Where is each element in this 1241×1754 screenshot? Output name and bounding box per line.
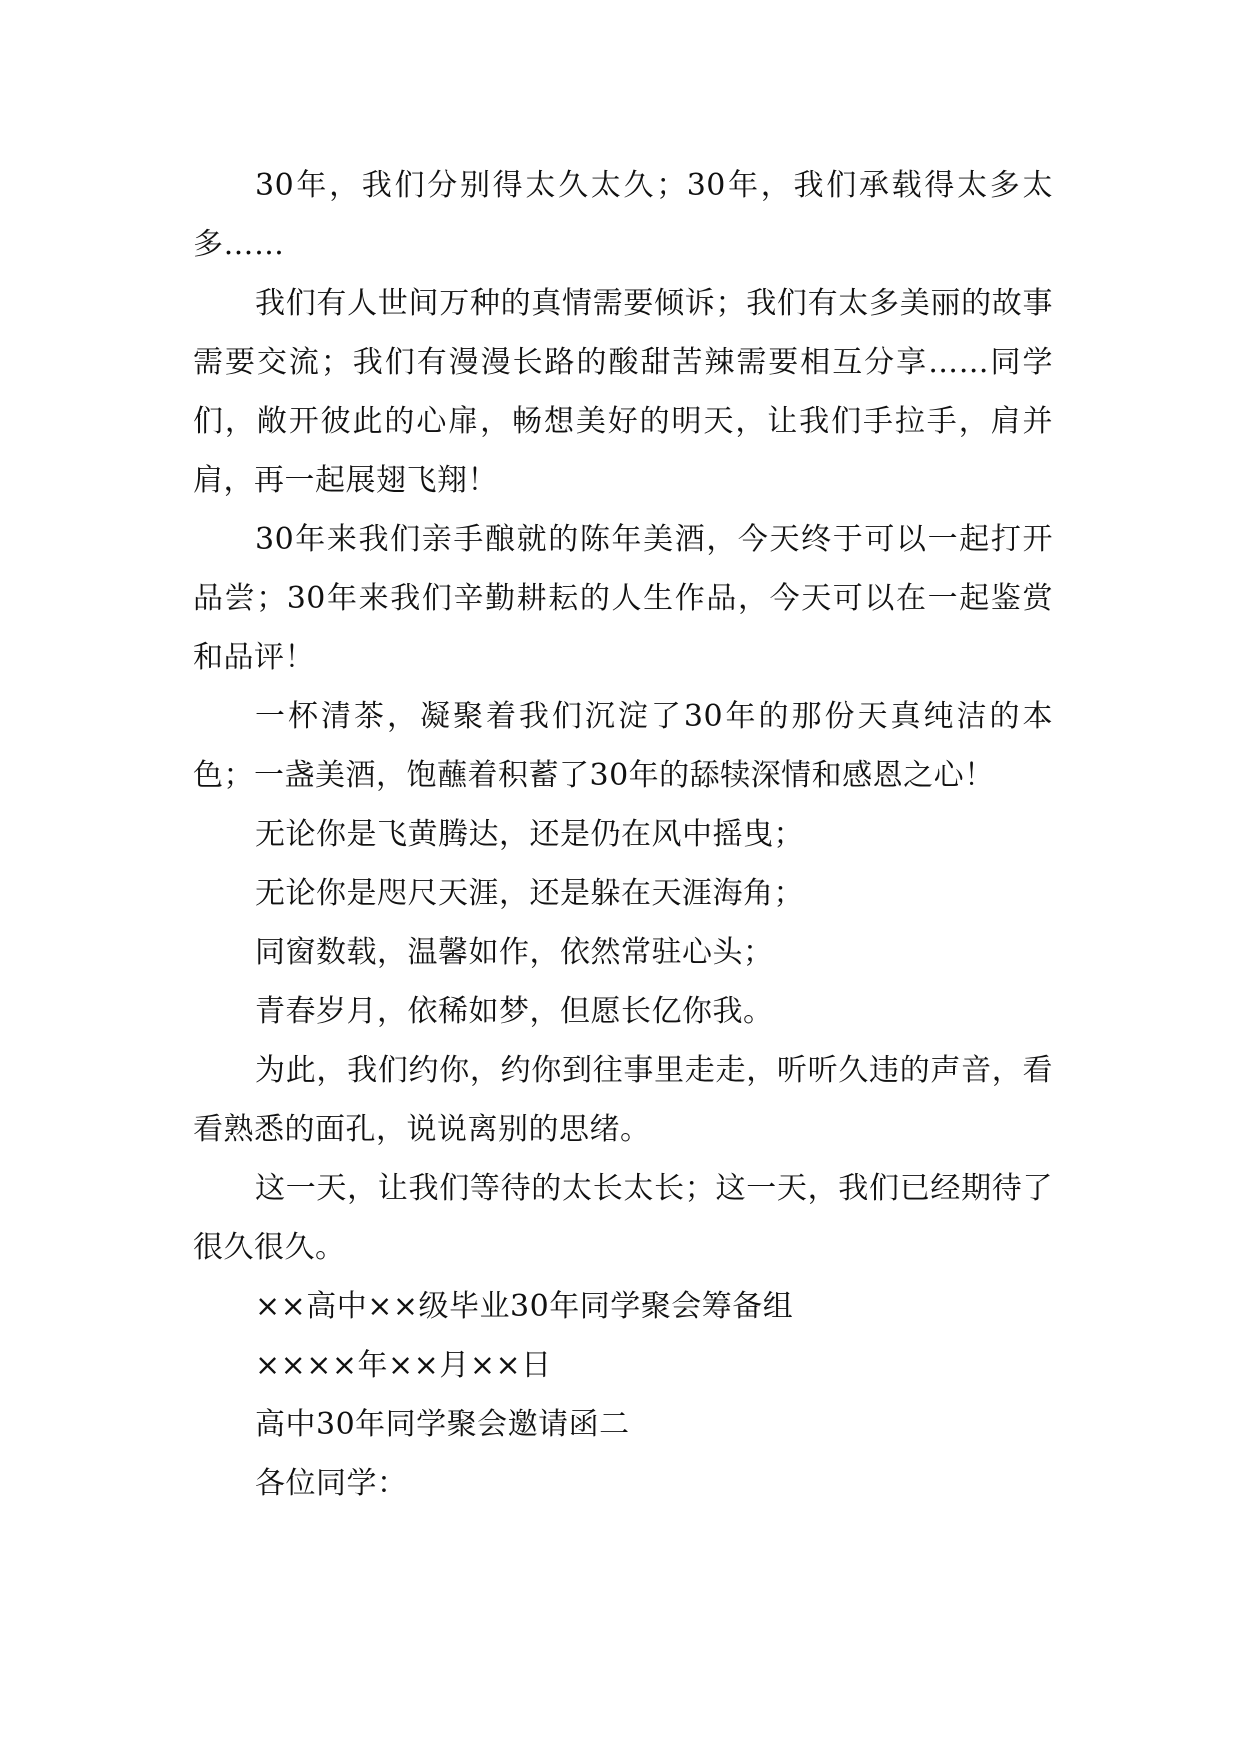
salutation: 各位同学： — [255, 1466, 408, 1501]
verse-line-2: 无论你是咫尺天涯，还是躲在天涯海角； — [255, 876, 804, 911]
paragraph-wine: 30年来我们亲手酿就的陈年美酒，今天终于可以一起打开品尝；30年来我们辛勤耕耘的人生作品，今天可以在一起鉴赏和品评！ — [193, 522, 1053, 675]
verse-line-3: 同窗数载，温馨如作，依然常驻心头； — [255, 935, 774, 970]
paragraph-opening: 30年，我们分别得太久太久；30年，我们承载得太多太多…… — [193, 168, 1053, 262]
paragraph-invitation: 为此，我们约你，约你到往事里走走，听听久违的声音，看看熟悉的面孔，说说离别的思绪。 — [193, 1053, 1053, 1147]
document-body — [193, 156, 1053, 1513]
signature-organizer: ××高中××级毕业30年同学聚会筹备组 — [255, 1289, 794, 1324]
paragraph-sharing: 我们有人世间万种的真情需要倾诉；我们有太多美丽的故事需要交流；我们有漫漫长路的酸甜苦辣需要相互分享……同学们，敞开彼此的心扉，畅想美好的明天，让我们手拉手，肩并肩，再一起展翅飞翔！ — [193, 286, 1053, 498]
paragraph-waiting: 这一天，让我们等待的太长太长；这一天，我们已经期待了很久很久。 — [193, 1171, 1053, 1265]
signature-date: ××××年××月××日 — [255, 1348, 552, 1383]
verse-line-1: 无论你是飞黄腾达，还是仍在风中摇曳； — [255, 817, 804, 852]
paragraph-tea: 一杯清茶，凝聚着我们沉淀了30年的那份天真纯洁的本色；一盏美酒，饱蘸着积蓄了30年的舔犊深情和感恩之心！ — [193, 699, 1053, 793]
verse-line-4: 青春岁月，依稀如梦，但愿长亿你我。 — [255, 994, 774, 1029]
section-heading: 高中30年同学聚会邀请函二 — [255, 1407, 630, 1442]
